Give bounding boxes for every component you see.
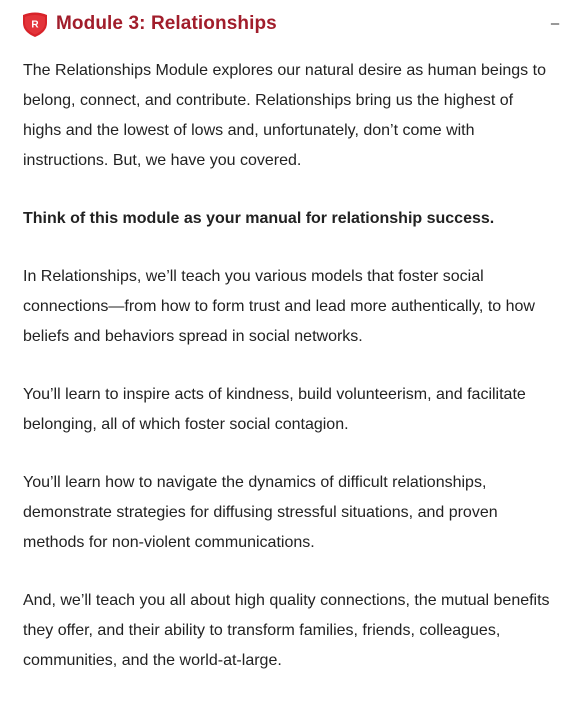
collapse-icon[interactable]: – — [550, 15, 560, 32]
paragraph-difficult-relationships: You’ll learn how to navigate the dynamics of difficult relationships, demonstrate strategies for diffusing stressful situations, and proven methods for non-violent communications. — [23, 474, 498, 551]
paragraph-kindness: You’ll learn to inspire acts of kindness, build volunteerism, and facilitate belonging, all of which foster social contagion. — [23, 386, 526, 433]
paragraph-connections: And, we’ll teach you all about high quality connections, the mutual benefits they offer, and their ability to transform families, friends, colleagues, communities, and the world-at-large. — [23, 592, 550, 669]
badge-letter: R — [31, 19, 39, 31]
shield-badge-icon — [20, 9, 50, 39]
module-title: Module 3: Relationships — [56, 13, 277, 34]
paragraph-models: In Relationships, we’ll teach you various models that foster social connections—from how to form trust and lead more authentically, to how beliefs and behaviors spread in social networks. — [23, 268, 535, 345]
paragraph-intro: The Relationships Module explores our natural desire as human beings to belong, connect, and contribute. Relationships bring us the highest of highs and the lowest of lows and, unfortunately, don’t come with instructions. But, we have you covered. — [23, 62, 546, 169]
module-description — [23, 56, 555, 704]
paragraph-manual: Think of this module as your manual for relationship success. — [23, 210, 495, 227]
module-header[interactable] — [0, 0, 581, 48]
